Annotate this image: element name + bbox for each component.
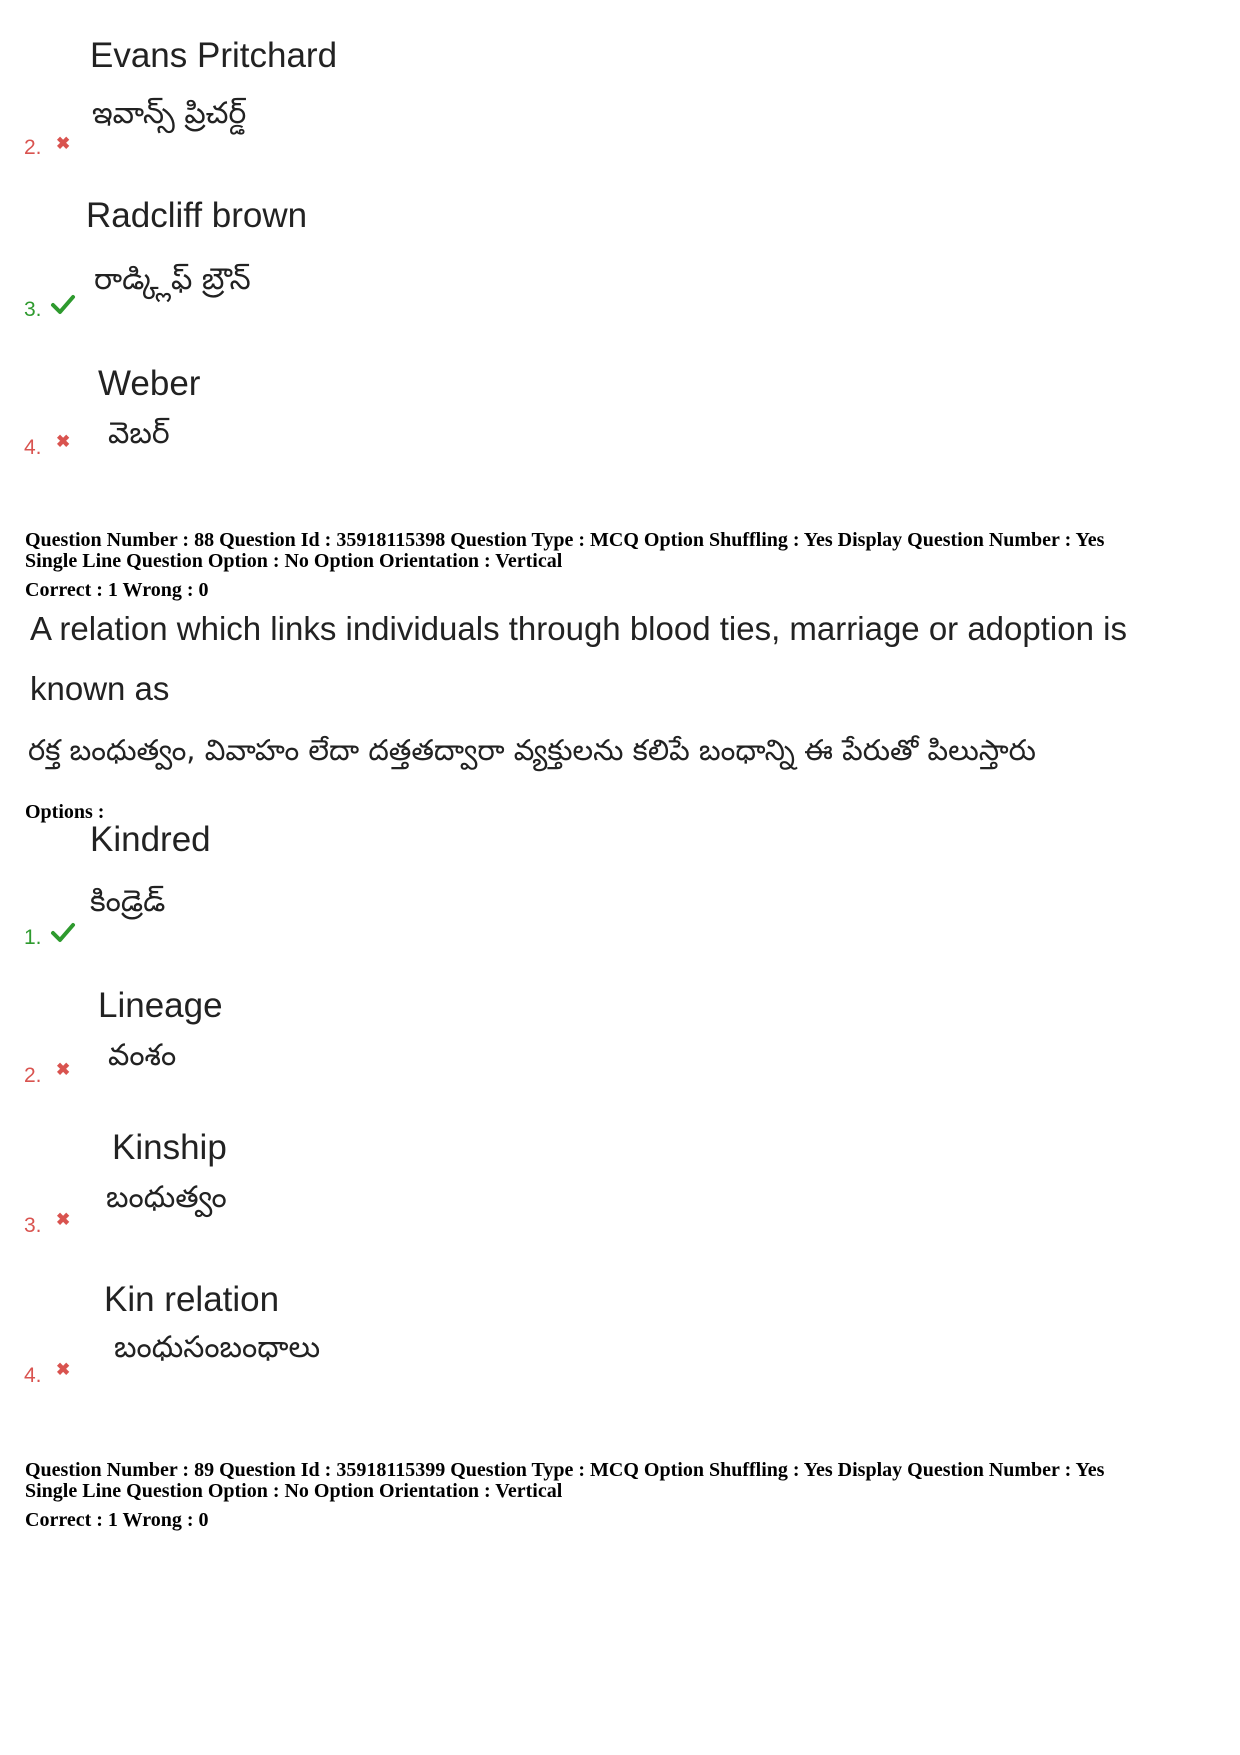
option-te-text: వెబర్ [108,416,170,451]
question-text-en: A relation which links individuals through blood ties, marriage or adoption is [30,610,1127,647]
question-text-te: రక్త బంధుత్వం, వివాహం లేదా దత్తతద్వారా వ్యక్తులను కలిపే బంధాన్ని ఈ పేరుతో పిలుస్తారు [28,733,1036,767]
question-marks: Correct : 1 Wrong : 0 [25,1509,209,1531]
cross-icon: ✖ [56,1210,71,1229]
option-en-text: Kindred [90,820,211,859]
option-en-text: Evans Pritchard [90,36,338,75]
question-text-en-cont: known as [30,670,170,707]
cross-icon: ✖ [56,134,71,153]
question-meta-line2: Single Line Question Option : No Option Orientation : Vertical [25,550,563,572]
option-te-text: వంశం [108,1038,177,1073]
question-meta-line1: Question Number : 88 Question Id : 35918115398 Question Type : MCQ Option Shuffling : Yes Display Question Number : Yes [25,529,1105,551]
option-number: 1. [24,926,42,949]
option-number: 4. [24,1364,42,1387]
option-te-text: బంధుసంబంధాలు [114,1330,321,1365]
option-te-text: బంధుత్వం [106,1180,227,1215]
option-en-text: Kinship [112,1128,227,1167]
check-icon [50,921,76,943]
option-en-text: Radcliff brown [86,196,308,235]
option-number: 3. [24,1214,42,1237]
cross-icon: ✖ [56,432,71,451]
question-marks: Correct : 1 Wrong : 0 [25,579,209,601]
option-en-text: Weber [98,364,201,403]
option-number: 2. [24,1064,42,1087]
option-te-text: రాడ్క్లిఫ్ బ్రౌన్ [94,262,251,297]
option-number: 2. [24,136,42,159]
cross-icon: ✖ [56,1360,71,1379]
option-te-text: కిండ్రెడ్ [90,884,166,919]
options-label: Options : [25,801,105,823]
check-icon [50,293,76,315]
option-number: 3. [24,298,42,321]
option-en-text: Lineage [98,986,223,1025]
option-number: 4. [24,436,42,459]
question-meta-line1: Question Number : 89 Question Id : 35918115399 Question Type : MCQ Option Shuffling : Yes Display Question Number : Yes [25,1459,1105,1481]
option-te-text: ఇవాన్స్ ప్రిచర్డ్ [92,96,247,131]
cross-icon: ✖ [56,1060,71,1079]
question-meta-line2: Single Line Question Option : No Option Orientation : Vertical [25,1480,563,1502]
option-en-text: Kin relation [104,1280,280,1319]
